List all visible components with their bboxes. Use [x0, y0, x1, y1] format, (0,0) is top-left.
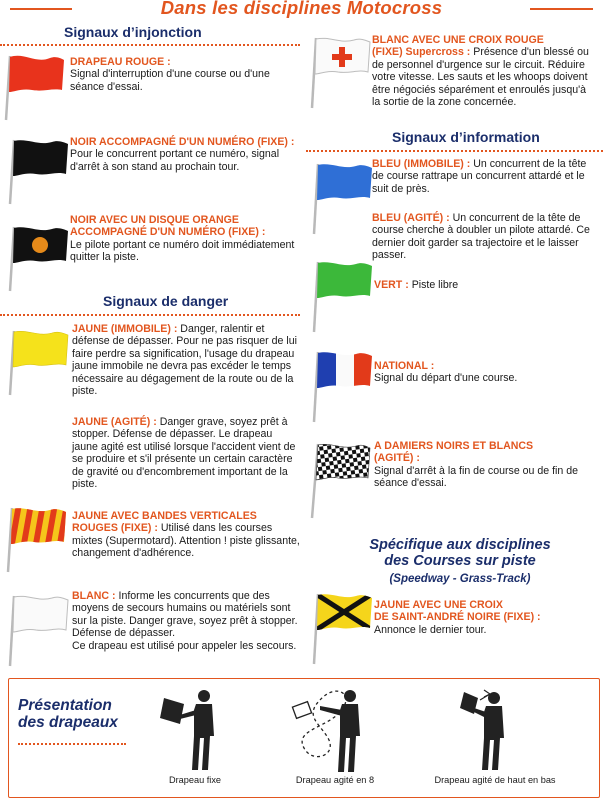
- flag-text: Un concurrent de la tête de course cherche à doubler un pilote attardé. Ce dernier doit garder sa trajectoire et le laisser passer.: [372, 212, 590, 262]
- marshal-up-down-icon: [450, 688, 520, 777]
- presentation-title-line1: Présentation: [18, 697, 112, 714]
- flag-text: Danger grave, soyez prêt à stopper. Défense de dépasser. Le drapeau jaune agité est utilisé lorsque l'accident vient de se produire et s'il présente un certain caractère de gravité ou d'encombrement important de la piste.: [72, 416, 296, 491]
- desc-bleu-agite: [372, 212, 598, 262]
- dotted-rule: [0, 44, 300, 46]
- flag-title: JAUNE AVEC BANDES VERTICALES: [72, 510, 257, 522]
- flag-text: Utilisé dans les courses mixtes (Supermotard). Attention ! piste glissante, changement d'adhérence.: [72, 522, 300, 560]
- desc-vert: [374, 279, 594, 291]
- checkered-flag-icon: [310, 440, 372, 520]
- presentation-title-line2: des drapeaux: [18, 714, 118, 731]
- flag-title: (FIXE) Supercross :: [372, 46, 471, 59]
- desc-jaune-rouge: [72, 510, 302, 560]
- yellow-red-stripes-flag-icon: [6, 504, 68, 574]
- flag-text: Piste libre: [411, 279, 459, 291]
- section-danger: Signaux de danger: [103, 293, 229, 309]
- caption-haut-bas: Drapeau agité de haut en bas: [434, 775, 556, 785]
- desc-noir-disque: [70, 214, 302, 264]
- desc-saint-andre: [374, 599, 596, 636]
- desc-national: [374, 360, 594, 385]
- flag-title: JAUNE (AGITÉ) :: [72, 416, 157, 428]
- flag-text: Danger, ralentir et défense de dépasser. Pour ne pas risquer de lui faire perdre sa signification, l'usage du drapeau jaune immobile ne devra pas excéder le temps nécessaire au dégagement de la route ou de la piste.: [72, 323, 297, 398]
- red-cross-flag-icon: [310, 34, 372, 110]
- saint-andre-flag-icon: [312, 590, 374, 666]
- dotted-rule: [0, 314, 300, 316]
- page-title: Dans les disciplines Motocross: [160, 0, 443, 18]
- green-flag-icon: [312, 258, 374, 334]
- desc-jaune-immobile: [72, 323, 300, 397]
- caption-fixe: Drapeau fixe: [168, 775, 222, 785]
- flag-title: JAUNE (IMMOBILE) :: [72, 323, 178, 335]
- yellow-flag-icon: [8, 327, 70, 397]
- white-flag-icon: [8, 592, 70, 668]
- desc-bleu-immobile: [372, 158, 598, 195]
- flag-text: Signal du départ d'une course.: [374, 372, 518, 385]
- flag-title: DRAPEAU ROUGE :: [70, 56, 171, 68]
- specific-subtitle: (Speedway - Grass-Track): [389, 573, 531, 585]
- specific-title-line1: Spécifique aux disciplines: [369, 537, 551, 553]
- flag-title: NOIR AVEC UN DISQUE ORANGE: [70, 214, 239, 226]
- flag-text: Ce drapeau est utilisé pour appeler les secours.: [72, 639, 297, 652]
- flag-title: JAUNE AVEC UNE CROIX: [374, 599, 503, 611]
- black-flag-icon: [8, 136, 70, 206]
- flag-text: Le pilote portant ce numéro doit immédiatement quitter la piste.: [70, 238, 295, 264]
- marshal-fixed-flag-icon: [160, 688, 230, 777]
- flag-title: BLEU (IMMOBILE) :: [372, 158, 471, 170]
- section-injonction: Signaux d’injonction: [64, 24, 202, 40]
- specific-title: [330, 537, 590, 569]
- flag-title: BLANC :: [72, 590, 116, 602]
- flag-text: Signal d'interruption d'une course ou d'une séance d'essai.: [70, 68, 270, 93]
- flag-text: Informe les concurrents que des moyens de secours humains ou matériels sont sur la piste. Danger grave, soyez prêt à stopper. Défense de dépasser.: [72, 590, 298, 640]
- flag-title: BLANC AVEC UNE CROIX ROUGE: [372, 34, 544, 46]
- marshal-figure-eight-icon: [290, 686, 370, 779]
- dotted-rule: [306, 150, 603, 152]
- presentation-title: [18, 697, 118, 731]
- dotted-rule: [18, 743, 126, 745]
- desc-blanc: [72, 590, 300, 652]
- flag-title: ACCOMPAGNÉ D'UN NUMÉRO (FIXE) :: [70, 226, 266, 239]
- black-orange-disc-flag-icon: [8, 223, 70, 293]
- flag-title: BLEU (AGITÉ) :: [372, 212, 450, 224]
- flag-text: Présence d'un blessé ou de personnel d'urgence sur le circuit. Réduire votre vitesse. Les sauts et les whoops doivent être négociés séparément et enroulés jusqu'à la sortie de la zone concernée.: [372, 46, 589, 109]
- caption-agite-8: Drapeau agité en 8: [295, 775, 375, 785]
- flag-title: VERT :: [374, 279, 409, 291]
- flag-title: NATIONAL :: [374, 360, 435, 372]
- flag-title: ROUGES (FIXE) :: [72, 522, 158, 535]
- flag-title: A DAMIERS NOIRS ET BLANCS: [374, 440, 534, 452]
- red-flag-icon: [4, 52, 66, 122]
- desc-rouge: [70, 56, 300, 93]
- desc-noir-numero: [70, 136, 300, 173]
- flag-text: Pour le concurrent portant ce numéro, signal d'arrêt à son stand au prochain tour.: [70, 148, 280, 173]
- blue-flag-icon: [312, 160, 374, 236]
- flag-text: Un concurrent de la tête de course rattrape un concurrent attardé et le suit de près.: [372, 158, 587, 195]
- desc-damiers: [374, 440, 598, 490]
- specific-title-line2: des Courses sur piste: [384, 553, 536, 569]
- flag-title: DE SAINT-ANDRÉ NOIRE (FIXE) :: [374, 611, 541, 624]
- desc-croix-rouge: [372, 34, 596, 108]
- section-information: Signaux d’information: [392, 129, 540, 145]
- flag-title: NOIR ACCOMPAGNÉ D'UN NUMÉRO (FIXE) :: [70, 136, 295, 148]
- national-flag-icon: [312, 348, 374, 424]
- flag-title: (AGITÉ) :: [374, 452, 420, 465]
- flag-text: Signal d'arrêt à la fin de course ou de fin de séance d'essai.: [374, 464, 579, 490]
- flag-text: Annonce le dernier tour.: [374, 623, 487, 636]
- desc-jaune-agite: [72, 416, 300, 490]
